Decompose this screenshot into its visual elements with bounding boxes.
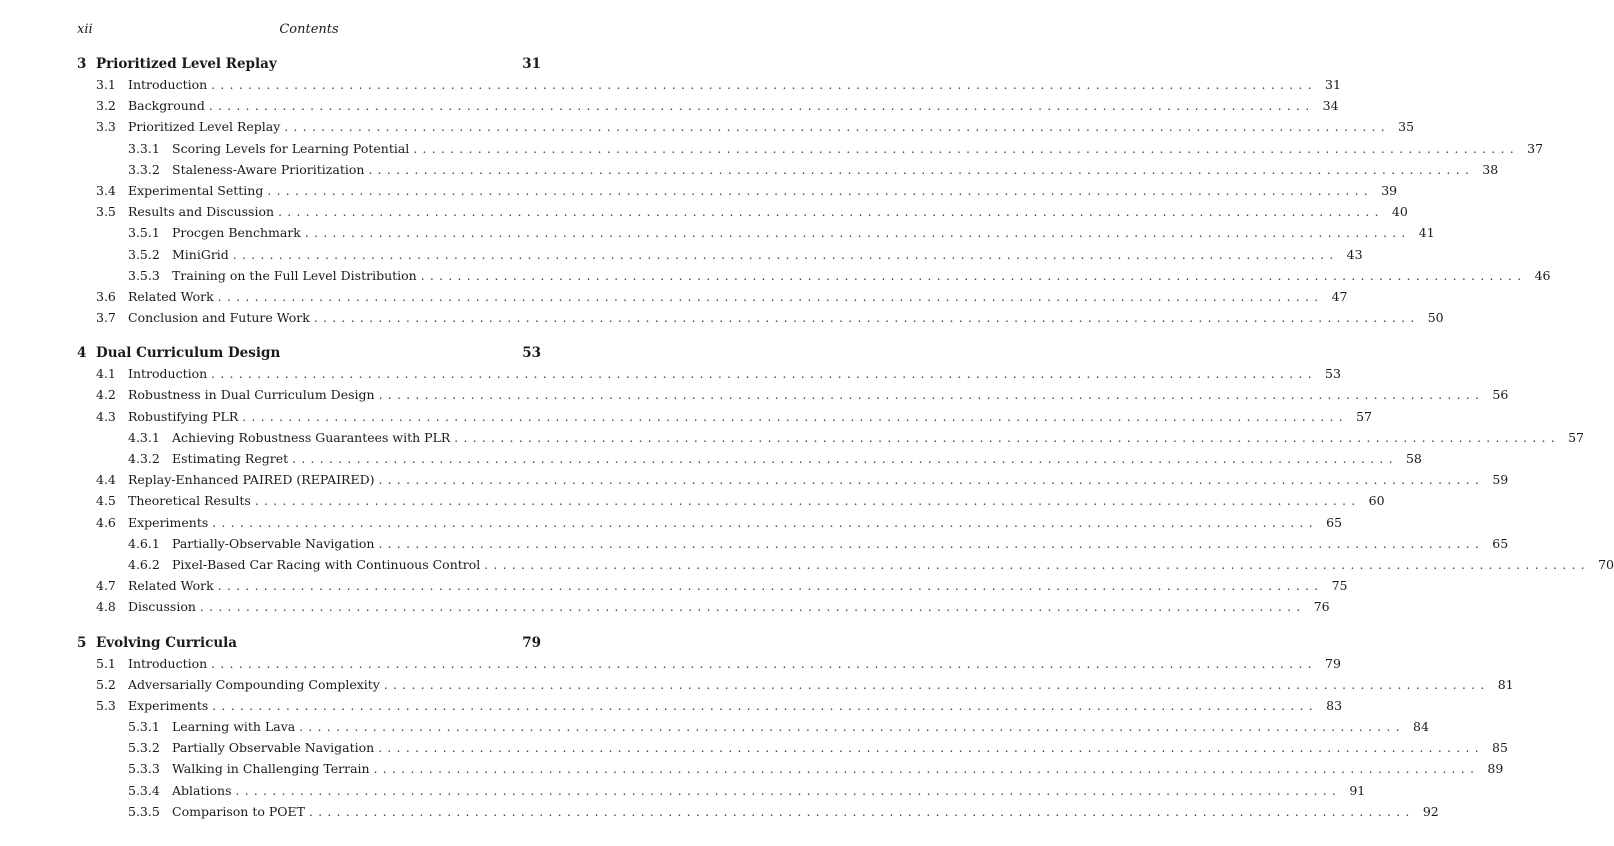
dot-leader: ........................................................................................................................: [217, 289, 1324, 304]
entry-title: Background: [128, 98, 205, 114]
entry-number: 4.8: [96, 599, 116, 615]
entry-page-number: 85: [1492, 740, 1508, 756]
subsection-entry[interactable]: [77, 451, 1422, 472]
chapter-title: Dual Curriculum Design: [96, 345, 281, 362]
dot-leader: ........................................................................................................................: [284, 120, 1391, 135]
section-entry[interactable]: [77, 408, 1372, 430]
entry-title: Introduction: [128, 655, 208, 671]
dot-leader: ........................................................................................................................: [211, 367, 1317, 382]
entry-number: 4.6.2: [128, 556, 160, 572]
dot-leader: ........................................................................................................................: [254, 494, 1361, 509]
section-entry[interactable]: [77, 288, 1348, 310]
section-entry[interactable]: [77, 578, 1348, 599]
section-entry[interactable]: [77, 119, 1415, 140]
entry-page-number: 43: [1346, 246, 1363, 262]
dot-leader: ........................................................................................................................: [454, 430, 1561, 445]
page-header: [77, 22, 541, 42]
entry-title: Adversarially Compounding Complexity: [128, 676, 380, 692]
page-number: xii: [77, 22, 93, 37]
entry-page-number: 56: [1492, 387, 1509, 403]
entry-title: Procgen Benchmark: [172, 225, 301, 241]
dot-leader: ........................................................................................................................: [313, 311, 1420, 326]
entry-number: 5.3.2: [128, 740, 160, 756]
entry-number: 3.4: [96, 182, 116, 198]
dot-leader: ........................................................................................................................: [368, 162, 1475, 177]
section-entry[interactable]: [77, 366, 1341, 387]
entry-page-number: 65: [1326, 514, 1343, 530]
dot-leader: ........................................................................................................................: [242, 409, 1348, 424]
entry-title: Robustness in Dual Curriculum Design: [128, 387, 375, 403]
entry-title: Theoretical Results: [128, 493, 251, 509]
subsection-entry[interactable]: [77, 782, 1366, 804]
entry-title: Scoring Levels for Learning Potential: [172, 140, 410, 156]
entry-number: 4.3.2: [128, 451, 160, 466]
entry-page-number: 91: [1349, 782, 1366, 798]
section-entry[interactable]: [77, 98, 1339, 119]
entry-page-number: 50: [1427, 310, 1444, 326]
entry-title: Training on the Full Level Distribution: [172, 267, 417, 283]
entry-number: 3.2: [96, 98, 116, 114]
entry-title: Related Work: [128, 578, 214, 594]
dot-leader: ........................................................................................................................: [420, 268, 1527, 283]
dot-leader: ........................................................................................................................: [378, 473, 1485, 488]
chapter-heading[interactable]: [77, 345, 541, 366]
entry-title: Replay-Enhanced PAIRED (REPAIRED): [128, 472, 375, 488]
entry-title: Pixel-Based Car Racing with Continuous Control: [172, 556, 481, 572]
dot-leader: ........................................................................................................................: [211, 78, 1317, 92]
entry-number: 4.7: [96, 578, 116, 594]
entry-title: Related Work: [128, 288, 214, 304]
entry-title: Comparison to POET: [172, 803, 305, 819]
subsection-entry[interactable]: [77, 225, 1435, 246]
entry-page-number: 47: [1331, 288, 1348, 304]
entry-number: 4.6.1: [128, 535, 160, 551]
entry-number: 5.3.3: [128, 761, 160, 777]
dot-leader: ........................................................................................................................: [413, 141, 1520, 156]
chapter-title: Prioritized Level Replay: [96, 56, 277, 72]
entry-number: 3.3: [96, 119, 116, 135]
entry-title: Prioritized Level Replay: [128, 119, 281, 135]
entry-page-number: 35: [1398, 119, 1415, 135]
entry-title: Achieving Robustness Guarantees with PLR: [172, 429, 451, 445]
entry-number: 3.6: [96, 288, 116, 304]
entry-page-number: 34: [1322, 98, 1339, 114]
entry-number: 3.5.1: [128, 225, 160, 241]
section-entry[interactable]: [77, 472, 1509, 493]
entry-number: 3.5.3: [128, 267, 160, 283]
subsection-entry[interactable]: [77, 246, 1363, 268]
chapter-page-number: 53: [522, 345, 541, 362]
entry-page-number: 57: [1568, 429, 1585, 445]
dot-leader: ........................................................................................................................: [278, 205, 1384, 220]
dot-leader: ........................................................................................................................: [304, 226, 1411, 241]
entry-number: 5.3: [96, 697, 116, 713]
dot-leader: ........................................................................................................................: [299, 720, 1405, 735]
dot-leader: ........................................................................................................................: [232, 247, 1339, 262]
chapter-number: 3: [77, 56, 87, 72]
subsection-entry[interactable]: [77, 803, 1439, 825]
entry-title: Introduction: [128, 77, 208, 92]
entry-page-number: 37: [1527, 140, 1544, 156]
entry-page-number: 57: [1356, 408, 1372, 424]
subsection-entry[interactable]: [77, 161, 1499, 183]
dot-leader: ........................................................................................................................: [378, 536, 1485, 551]
section-entry[interactable]: [77, 204, 1408, 225]
entry-page-number: 76: [1313, 599, 1330, 615]
entry-number: 5.3.5: [128, 803, 160, 819]
entry-page-number: 81: [1497, 676, 1514, 692]
dot-leader: ........................................................................................................................: [211, 656, 1317, 671]
entry-page-number: 79: [1325, 655, 1341, 671]
entry-page-number: 39: [1381, 182, 1398, 198]
dot-leader: ........................................................................................................................: [212, 515, 1319, 530]
entry-title: Discussion: [128, 599, 196, 615]
subsection-entry[interactable]: [77, 761, 1504, 782]
entry-page-number: 31: [1325, 77, 1341, 92]
dot-leader: ........................................................................................................................: [267, 183, 1374, 198]
dot-leader: ........................................................................................................................: [308, 804, 1415, 819]
running-title: Contents: [279, 22, 339, 37]
entry-title: Robustifying PLR: [128, 408, 239, 424]
section-entry[interactable]: [77, 697, 1343, 719]
entry-title: Experiments: [128, 697, 209, 713]
entry-title: Partially-Observable Navigation: [172, 535, 375, 551]
entry-number: 4.5: [96, 493, 116, 509]
chapter-number: 4: [77, 345, 87, 362]
dot-leader: ........................................................................................................................: [373, 762, 1480, 777]
entry-number: 5.1: [96, 655, 116, 671]
entry-title: Introduction: [128, 366, 208, 382]
entry-title: Learning with Lava: [172, 719, 296, 735]
table-of-contents: [77, 52, 1614, 825]
section-entry[interactable]: [77, 182, 1398, 204]
entry-page-number: 41: [1418, 225, 1435, 241]
section-entry[interactable]: [77, 310, 1444, 331]
subsection-entry[interactable]: [77, 740, 1508, 761]
entry-page-number: 59: [1492, 472, 1509, 488]
entry-number: 3.7: [96, 310, 116, 326]
entry-page-number: 60: [1368, 493, 1385, 509]
subsection-entry[interactable]: [77, 429, 1585, 451]
dot-leader: ........................................................................................................................: [199, 600, 1306, 615]
entry-number: 5.3.4: [128, 782, 160, 798]
entry-title: Staleness-Aware Prioritization: [172, 161, 365, 177]
dot-leader: ........................................................................................................................: [212, 698, 1319, 713]
entry-title: Experimental Setting: [128, 182, 264, 198]
entry-title: Experiments: [128, 514, 209, 530]
dot-leader: ........................................................................................................................: [235, 783, 1342, 798]
entry-title: Conclusion and Future Work: [128, 310, 310, 326]
entry-page-number: 92: [1422, 803, 1439, 819]
subsection-entry[interactable]: [77, 556, 1614, 578]
section-entry[interactable]: [77, 655, 1341, 677]
section-entry[interactable]: [77, 493, 1385, 514]
dot-leader: ........................................................................................................................: [378, 741, 1484, 756]
chapter-title: Evolving Curricula: [96, 634, 238, 651]
entry-page-number: 65: [1492, 535, 1509, 551]
entry-page-number: 83: [1326, 697, 1343, 713]
dot-leader: ........................................................................................................................: [208, 99, 1315, 114]
dot-leader: ........................................................................................................................: [292, 452, 1398, 466]
dot-leader: ........................................................................................................................: [484, 557, 1591, 572]
entry-title: MiniGrid: [172, 246, 229, 262]
entry-number: 4.4: [96, 472, 116, 488]
section-entry[interactable]: [77, 599, 1330, 620]
entry-number: 4.3: [96, 408, 116, 424]
entry-number: 3.1: [96, 77, 116, 92]
chapter-page-number: 79: [522, 634, 541, 651]
entry-page-number: 40: [1391, 204, 1408, 220]
chapter-heading[interactable]: [77, 56, 541, 77]
dot-leader: ........................................................................................................................: [378, 388, 1485, 403]
entry-number: 4.6: [96, 514, 116, 530]
entry-page-number: 75: [1331, 578, 1348, 594]
entry-title: Estimating Regret: [172, 451, 289, 466]
entry-page-number: 53: [1325, 366, 1341, 382]
chapter-heading[interactable]: [77, 635, 541, 656]
entry-number: 4.3.1: [128, 429, 160, 445]
entry-number: 4.1: [96, 366, 116, 382]
entry-title: Results and Discussion: [128, 204, 275, 220]
subsection-entry[interactable]: [77, 535, 1509, 557]
dot-leader: ........................................................................................................................: [217, 579, 1324, 594]
section-entry[interactable]: [77, 676, 1514, 698]
entry-number: 5.3.1: [128, 719, 160, 735]
entry-number: 3.3.2: [128, 161, 160, 177]
section-entry[interactable]: [77, 387, 1509, 408]
entry-title: Ablations: [172, 782, 232, 798]
entry-title: Walking in Challenging Terrain: [172, 761, 370, 777]
section-entry[interactable]: [77, 514, 1343, 536]
entry-page-number: 84: [1413, 719, 1429, 735]
entry-number: 5.2: [96, 676, 116, 692]
entry-number: 3.5: [96, 204, 116, 220]
subsection-entry[interactable]: [77, 140, 1544, 162]
subsection-entry[interactable]: [77, 267, 1551, 289]
entry-page-number: 58: [1405, 451, 1422, 466]
entry-page-number: 70: [1598, 556, 1614, 572]
entry-page-number: 46: [1534, 267, 1551, 283]
chapter-number: 5: [77, 634, 87, 651]
entry-number: 3.5.2: [128, 246, 160, 262]
entry-title: Partially Observable Navigation: [172, 740, 375, 756]
dot-leader: ........................................................................................................................: [383, 677, 1490, 692]
subsection-entry[interactable]: [77, 719, 1429, 740]
chapter-page-number: 31: [522, 56, 541, 72]
entry-page-number: 89: [1487, 761, 1504, 777]
entry-number: 3.3.1: [128, 140, 160, 156]
entry-page-number: 38: [1482, 161, 1499, 177]
entry-number: 4.2: [96, 387, 116, 403]
section-entry[interactable]: [77, 77, 1341, 98]
